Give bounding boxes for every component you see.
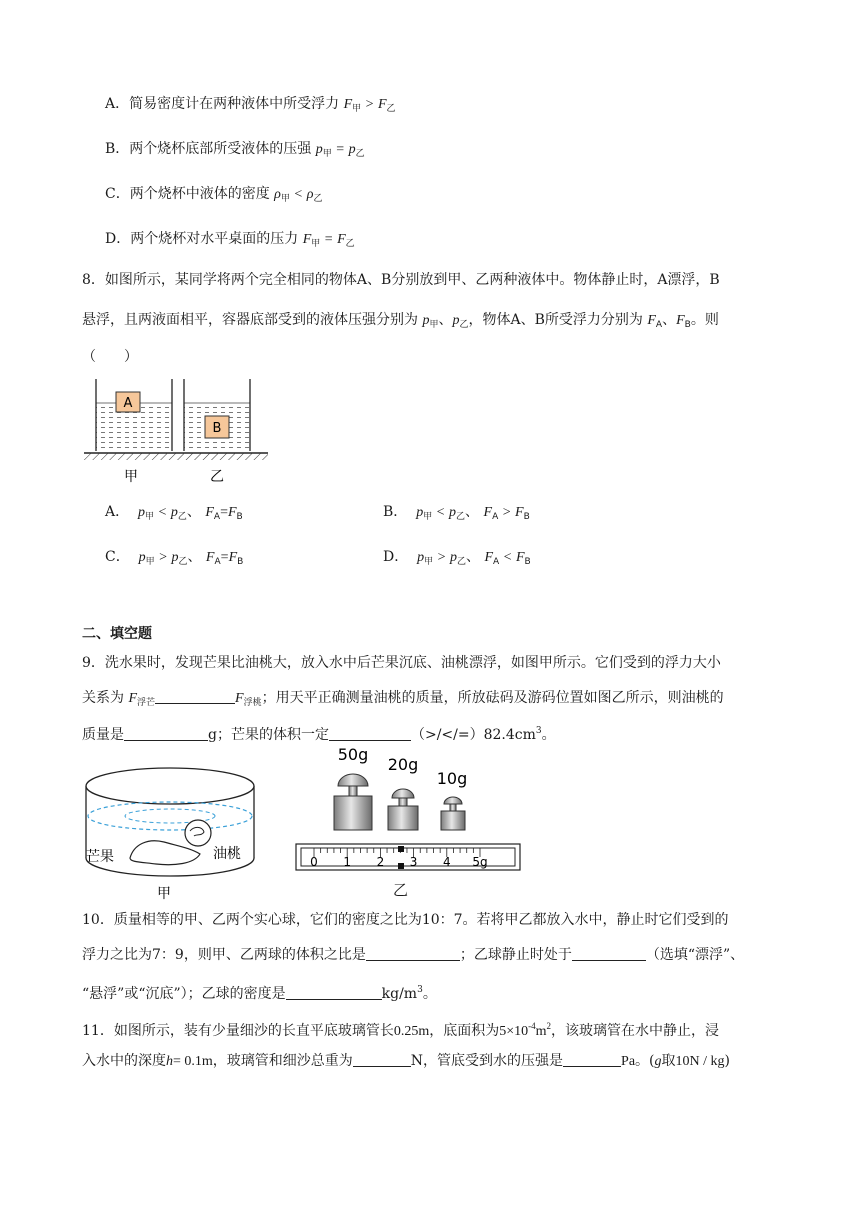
q9-line3: 质量是 g；芒果的体积一定 $(>/</=)82.4cm^3$。 xyxy=(82,726,556,743)
q10-blank-3[interactable] xyxy=(286,985,382,1000)
q10-line3: “悬浮”或“沉底”）；乙球的密度是 $kg/m^3$。 xyxy=(82,985,437,1002)
svg-text:芒果: 芒果 xyxy=(86,849,114,865)
q9-label-right: 乙 xyxy=(393,881,409,899)
svg-text:甲: 甲 xyxy=(124,469,138,485)
q8-option-c: C． $p_甲 > p_乙$、 $F_A=F_B$ xyxy=(105,549,244,567)
q10-blank-2[interactable] xyxy=(572,946,646,961)
q8-answer-paren: （ ） xyxy=(82,349,138,365)
q7-option-b: B．两个烧杯底部所受液体的压强 $p_甲 = p_乙$ xyxy=(105,141,365,159)
weight-20g xyxy=(388,806,418,830)
scale-tick-label: 2 xyxy=(376,855,385,869)
q8-option-b: B． $p_甲 < p_乙$、 $F_A > F_B$ xyxy=(383,504,530,522)
q8-option-d: D． $p_甲 > p_乙$、 $F_A < F_B$ xyxy=(383,549,531,567)
q11-line1: 11．如图所示，装有少量细沙的长直平底玻璃管长0.25m，底面积为$5\times 10^{-4}m^2$，该玻璃管在水中静止，浸 xyxy=(82,1021,720,1039)
weight-50g xyxy=(334,796,372,830)
svg-text:油桃: 油桃 xyxy=(213,846,241,862)
q10-line2: 浮力之比为7：9，则甲、乙两球的体积之比是 ；乙球静止时处于 （选填“漂浮”、 xyxy=(82,947,745,963)
q8-option-a: A． $p_甲 < p_乙$、 $F_A=F_B$ xyxy=(105,504,243,522)
svg-text:乙: 乙 xyxy=(210,469,224,485)
svg-text:A: A xyxy=(123,396,133,411)
q9-line1: 9．洗水果时，发现芒果比油桃大，放入水中后芒果沉底、油桃漂浮，如图甲所示。它们受到的浮力大小 xyxy=(82,655,721,671)
q8-beakers-figure xyxy=(84,375,274,490)
scale-tick-label: 1 xyxy=(343,855,352,869)
section-title: 二、填空题 xyxy=(82,626,152,642)
rider-bottom xyxy=(398,863,404,869)
svg-text:B: B xyxy=(212,421,222,436)
q10-blank-1[interactable] xyxy=(366,946,460,961)
weight-10g xyxy=(441,811,465,830)
q9-blank-2[interactable] xyxy=(124,726,208,741)
q9-bowl-figure xyxy=(82,758,257,903)
scale-tick-label: 4 xyxy=(442,855,451,869)
q7-option-c: C．两个烧杯中液体的密度 $\rho_甲 < \rho_乙$ xyxy=(105,186,323,204)
svg-text:10g: 10g xyxy=(436,769,468,788)
q8-line2: 悬浮，且两液面相平，容器底部受到的液体压强分别为 $p_甲$、$p_乙$，物体A、B所受浮力分别为 $F_A$、$F_B$。则 xyxy=(82,312,719,330)
scale-tick-label: 0 xyxy=(310,855,318,869)
q7-option-a: A．简易密度计在两种液体中所受浮力 $F_甲 > F_乙$ xyxy=(105,96,396,114)
peach-shape xyxy=(185,820,211,846)
q11-blank-1[interactable] xyxy=(353,1052,411,1067)
q11-line2: 入水中的深度h= 0.1m，玻璃管和细沙总重为 N，管底受到水的压强是 Pa。(g取10N / kg) xyxy=(82,1053,730,1069)
scale-tick-label: 5g xyxy=(472,855,488,869)
q9-balance-figure xyxy=(294,740,526,880)
q10-line1: 10．质量相等的甲、乙两个实心球，它们的密度之比为10：7。若将甲乙都放入水中，静止时它们受到的 xyxy=(82,912,729,928)
q9-line2: 关系为 $F_{浮芒}$ $F_{浮桃}$；用天平正确测量油桃的质量，所放砝码及游码位置如图乙所示，则油桃的 xyxy=(82,690,724,708)
svg-text:甲: 甲 xyxy=(157,886,171,902)
scale-tick-label: 3 xyxy=(409,855,418,869)
q9-blank-1[interactable] xyxy=(155,689,235,704)
rider-top xyxy=(398,846,404,852)
q11-blank-2[interactable] xyxy=(563,1052,621,1067)
svg-text:50g: 50g xyxy=(337,745,369,764)
q8-line1: 8．如图所示，某同学将两个完全相同的物体A、B分别放到甲、乙两种液体中。物体静止时，A漂浮，B xyxy=(82,272,720,288)
q9-blank-3[interactable] xyxy=(329,726,411,741)
q7-option-d: D．两个烧杯对水平桌面的压力 $F_甲 = F_乙$ xyxy=(105,231,355,249)
svg-text:20g: 20g xyxy=(387,755,419,774)
